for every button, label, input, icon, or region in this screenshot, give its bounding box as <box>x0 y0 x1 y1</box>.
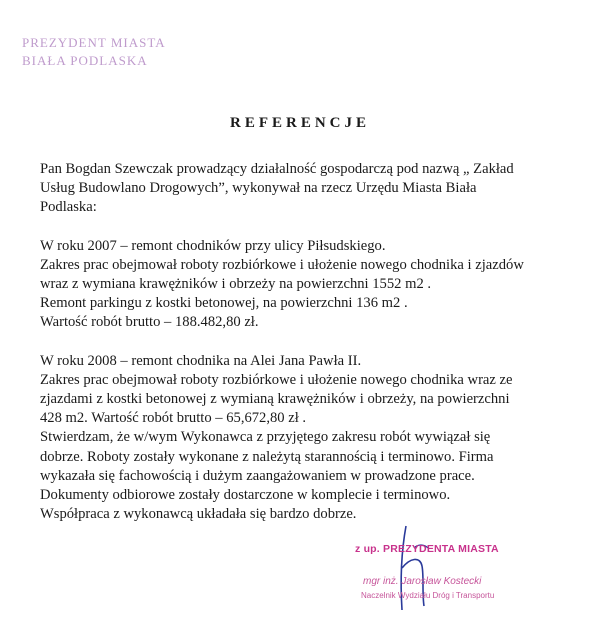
document-title: REFERENCJE <box>229 115 370 131</box>
document-body <box>40 160 585 524</box>
text-line: dobrze. Roboty zostały wykonane z należytą starannością i terminowo. Firma <box>40 448 494 465</box>
text-line: zjazdami z kostki betonowej z wymianą krawężników i obrzeży, na powierzchni <box>40 391 510 408</box>
stamp-line-2: BIAŁA PODLASKA <box>22 53 148 68</box>
handwritten-signature <box>388 518 448 618</box>
text-line: Remont parkingu z kostki betonowej, na powierzchni 136 m2 . <box>40 295 408 312</box>
text-line: wraz z wymiana krawężników i obrzeży na powierzchni 1552 m2 . <box>40 276 432 293</box>
signatory-role: Naczelnik Wydziału Dróg i Transportu <box>361 591 495 600</box>
intro-paragraph <box>40 160 585 218</box>
signature-on-behalf: z up. PREZYDENTA MIASTA <box>355 543 499 555</box>
text-line: Podlaska: <box>40 199 97 216</box>
text-line: W roku 2007 – remont chodników przy ulicy Piłsudskiego. <box>40 237 386 254</box>
text-line: Zakres prac obejmował roboty rozbiórkowe i ułożenie nowego chodnika i zjazdów <box>40 256 524 273</box>
text-line: Stwierdzam, że w/wym Wykonawca z przyjętego zakresu robót wywiązał się <box>40 429 491 446</box>
text-line: Zakres prac obejmował roboty rozbiórkowe i ułożenie nowego chodnika wraz ze <box>40 371 513 388</box>
text-line: Wartość robót brutto – 188.482,80 zł. <box>40 314 259 331</box>
text-line: Pan Bogdan Szewczak prowadzący działalność gospodarczą pod nazwą „ Zakład <box>40 161 514 177</box>
paragraph-2007 <box>40 237 585 333</box>
text-line: wykazała się fachowością i dużym zaangażowaniem w prowadzone prace. <box>40 467 475 484</box>
signature-stamp <box>355 543 555 600</box>
paragraph-2008 <box>40 352 585 525</box>
stamp-line-1: PREZYDENT MIASTA <box>22 35 166 50</box>
text-line: W roku 2008 – remont chodnika na Alei Jana Pawła II. <box>40 352 362 369</box>
text-line: 428 m2. Wartość robót brutto – 65,672,80 zł . <box>40 410 307 427</box>
text-line: Usług Budowlano Drogowych”, wykonywał na rzecz Urzędu Miasta Biała <box>40 180 477 197</box>
signatory-name: mgr inż. Jarosław Kostecki <box>363 576 482 587</box>
header-stamp <box>22 34 166 70</box>
text-line: Współpraca z wykonawcą układała się bardzo dobrze. <box>40 506 357 523</box>
text-line: Dokumenty odbiorowe zostały dostarczone w komplecie i terminowo. <box>40 487 451 504</box>
